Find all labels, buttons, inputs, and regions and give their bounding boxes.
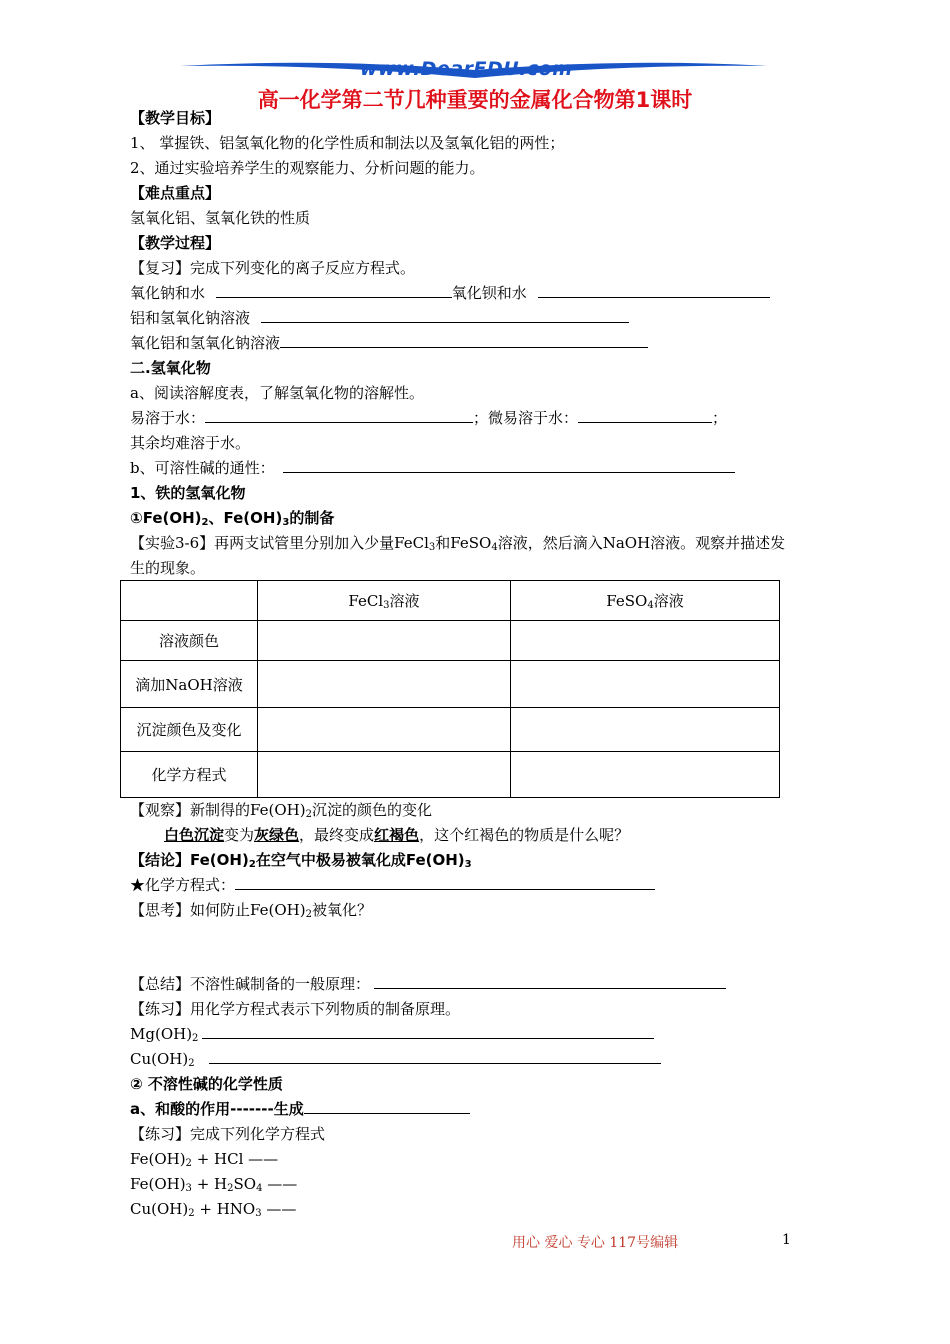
soluble-base-label: b、可溶性碱的通性： [130,459,275,477]
answer-blank[interactable] [283,458,735,473]
equation-fe-hcl [130,1149,278,1174]
text: 、Fe(OH) [208,509,283,527]
text: 被氧化？ [311,901,372,919]
row-label: 溶液颜色 [121,621,258,661]
text: 变为 [224,826,255,844]
text: + H [191,1175,228,1193]
star-equation-label: ★化学方程式： [130,876,236,894]
color-change-sentence [164,825,629,845]
text: —— [261,1200,297,1218]
subscript: 2 [305,909,312,920]
text: Fe(OH) [130,1150,186,1168]
text: Cu(OH) [130,1200,189,1218]
slightly-soluble-label: ；微易溶于水： [473,409,579,427]
text: SO [233,1175,257,1193]
text: ，最终变成 [299,826,375,844]
subscript: 3 [255,1208,262,1219]
subscript: 3 [282,517,290,528]
table-row [121,752,780,798]
text: FeSO [606,592,648,610]
row-label: 沉淀颜色及变化 [121,708,258,752]
conclusion [130,850,472,875]
subscript: 2 [227,1183,234,1194]
section-heading-objectives: 【教学目标】 [130,109,221,127]
subscript: 2 [192,1033,199,1044]
practice-instruction: 【练习】用化学方程式表示下列物质的制备原理。 [130,1000,461,1018]
subscript: 2 [185,1158,192,1169]
text: 溶液，然后滴入NaOH溶液。观察并描述发 [497,534,786,552]
think-prompt [130,900,372,925]
page-number: 1 [782,1232,791,1248]
review-instruction: 【复习】完成下列变化的离子反应方程式。 [130,259,416,277]
highlight-grey-green: 灰绿色 [254,826,300,844]
experiment-description-cont: 生的现象。 [130,559,206,577]
answer-cell[interactable] [258,752,511,798]
highlight-red-brown: 红褐色 [374,826,420,844]
subscript: 2 [188,1208,195,1219]
text: 溶液 [653,592,684,610]
solubility-row [130,408,727,428]
table-header-fecl3 [258,581,511,621]
text: —— [262,1175,298,1193]
equation-fe-h2so4 [130,1174,297,1199]
table-row [121,708,780,752]
table-header-row [121,581,780,621]
text: 【实验3-6】再两支试管里分别加入少量FeCl [130,534,429,552]
text: Mg(OH) [130,1025,193,1043]
answer-cell[interactable] [258,621,511,661]
document-title: 高一化学第二节几种重要的金属化合物第1课时 [257,88,693,112]
text: 【思考】如何防止Fe(OH) [130,901,306,919]
answer-cell[interactable] [258,708,511,752]
text: 在空气中极易被氧化成Fe(OH) [255,851,465,869]
summary-row [130,974,726,994]
answer-blank[interactable] [280,333,648,348]
soluble-label: 易溶于水： [130,409,206,427]
subscript: 3 [383,600,390,611]
answer-blank[interactable] [304,1099,470,1114]
answer-blank[interactable] [261,308,629,323]
summary-label: 【总结】不溶性碱制备的一般原理： [130,975,371,993]
practice-instruction-2: 【练习】完成下列化学方程式 [130,1125,326,1143]
subscript: 4 [491,542,498,553]
practice-mg-row [130,1024,654,1049]
answer-blank[interactable] [374,974,726,989]
answer-blank[interactable] [205,408,473,423]
review-item-aluminum: 铝和氢氧化钠溶液 [130,309,251,327]
subscript: 3 [464,859,472,870]
acid-reaction-label: a、和酸的作用-------生成 [130,1100,304,1118]
subscript: 4 [256,1183,263,1194]
insoluble-note: 其余均难溶于水。 [130,434,251,452]
review-item-row-2 [130,308,629,328]
answer-blank[interactable] [578,408,712,423]
answer-blank[interactable] [209,1049,661,1064]
subscript: 3 [428,542,436,553]
practice-cu-row [130,1049,661,1074]
text: FeCl [348,592,384,610]
acid-reaction-row [130,1099,470,1119]
subscript: 2 [188,1058,195,1069]
section-heading-hydroxides: 二.氢氧化物 [130,359,211,377]
table-corner-cell [121,581,258,621]
answer-cell[interactable] [258,661,511,708]
review-item-alumina: 氧化铝和氢氧化钠溶液 [130,334,281,352]
row-label: 化学方程式 [121,752,258,798]
review-item-barium-oxide: 氧化钡和水 [451,284,527,302]
text: + HNO [194,1200,256,1218]
row-label: 滴加NaOH溶液 [121,661,258,708]
answer-blank[interactable] [216,283,452,298]
answer-blank[interactable] [202,1024,654,1039]
answer-cell[interactable] [511,661,780,708]
equation-row [130,875,655,895]
section-heading-keypoints: 【难点重点】 [130,184,221,202]
highlight-white-precipitate: 白色沉淀 [164,826,225,844]
subscript: 4 [647,600,654,611]
table-row [121,661,780,708]
answer-cell[interactable] [511,621,780,661]
objective-2: 2、通过实验培养学生的观察能力、分析问题的能力。 [130,159,485,177]
text: 【结论】Fe(OH) [130,851,249,869]
semicolon: ； [712,409,728,427]
text: ①Fe(OH) [130,509,202,527]
answer-cell[interactable] [511,708,780,752]
objective-1: 1、 掌握铁、铝氢氧化物的化学性质和制法以及氢氧化铝的两性； [130,134,565,152]
text: 【观察】新制得的Fe(OH) [130,801,306,819]
soluble-base-row [130,458,735,478]
text: Cu(OH) [130,1050,189,1068]
equation-cu-hno3 [130,1199,296,1224]
answer-blank[interactable] [235,875,655,890]
site-logo: www.DearEDU.com [360,58,573,80]
subscript: 3 [185,1183,192,1194]
subsection-insoluble-base: ② 不溶性碱的化学性质 [130,1075,283,1093]
table-row [121,621,780,661]
review-item-row-3 [130,333,648,353]
keypoints-text: 氢氧化铝、氢氧化铁的性质 [130,209,311,227]
review-item-sodium-oxide: 氧化钠和水 [130,284,206,302]
text: Fe(OH) [130,1175,186,1193]
footer-slogan: 用心 爱心 专心 117号编辑 [512,1235,679,1251]
answer-blank[interactable] [538,283,770,298]
observation-prompt [130,800,432,825]
subscript: 2 [248,859,256,870]
review-item-row-1 [130,283,770,303]
text: + HCl —— [191,1150,279,1168]
answer-cell[interactable] [511,752,780,798]
subscript: 2 [201,517,209,528]
solubility-instruction: a、阅读溶解度表，了解氢氧化物的溶解性。 [130,384,424,402]
experiment-description [130,533,785,558]
subscript: 2 [305,809,312,820]
subsection-iron-hydroxide: 1、铁的氢氧化物 [130,484,246,502]
text: 沉淀的颜色的变化 [311,801,432,819]
text: 和FeSO [435,534,492,552]
text: 的制备 [289,509,335,527]
table-header-feso4 [511,581,780,621]
section-heading-process: 【教学过程】 [130,234,221,252]
subsection-preparation [130,508,334,533]
text: ，这个红褐色的物质是什么呢？ [419,826,630,844]
text: 溶液 [389,592,420,610]
observation-table [120,580,780,798]
